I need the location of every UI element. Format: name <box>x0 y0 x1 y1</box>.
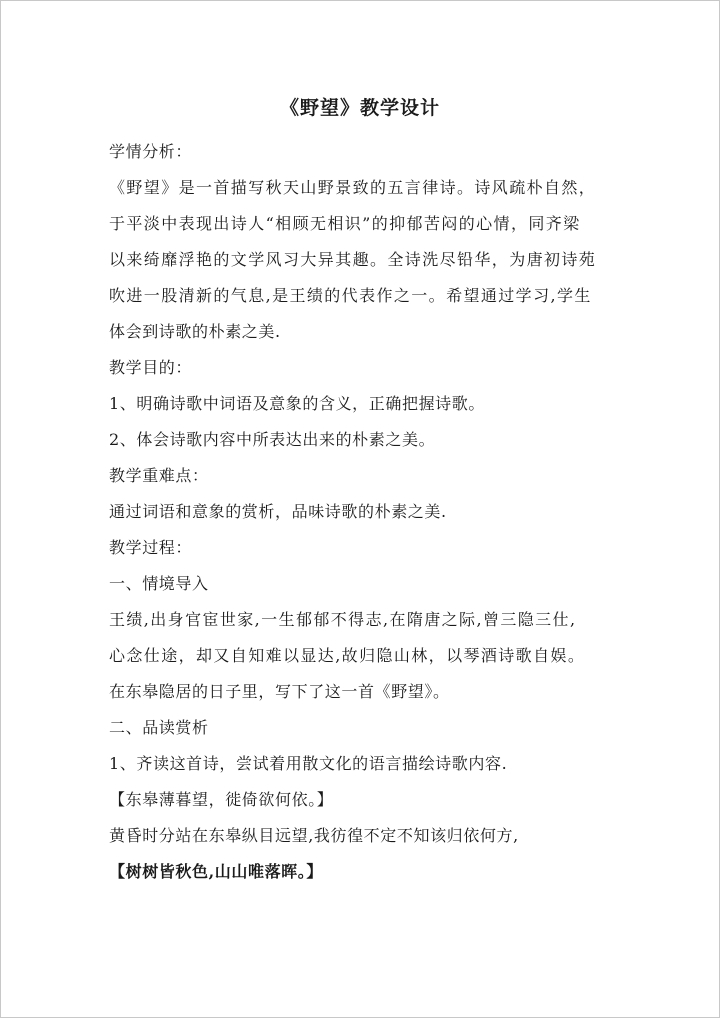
paragraph-line: 在东皋隐居的日子里，写下了这一首《野望》。 <box>109 682 450 701</box>
poem-line: 【东皋薄暮望，徙倚欲何依。】 <box>109 790 334 809</box>
heading-teaching-goals: 教学目的： <box>109 358 193 377</box>
heading-key-points: 教学重难点： <box>109 466 209 485</box>
paragraph-line: 《野望》是一首描写秋天山野景致的五言律诗。诗风疏朴自然， <box>109 178 597 197</box>
list-item: 2、体会诗歌内容中所表达出来的朴素之美。 <box>109 430 436 449</box>
paragraph-line: 吹进一股清新的气息,是王绩的代表作之一。希望通过学习,学生 <box>109 286 592 305</box>
paragraph-line: 于平淡中表现出诗人“相顾无相识”的抑郁苦闷的心情，同齐梁 <box>109 214 581 233</box>
list-item: 1、齐读这首诗，尝试着用散文化的语言描绘诗歌内容. <box>109 754 508 773</box>
section-heading: 二、品读赏析 <box>109 718 209 737</box>
paragraph-line: 体会到诗歌的朴素之美. <box>109 322 281 341</box>
document-title: 《野望》教学设计 <box>279 97 440 119</box>
heading-teaching-process: 教学过程： <box>109 538 193 557</box>
paragraph-line: 黄昏时分站在东皋纵目远望,我彷徨不定不知该归依何方, <box>109 826 519 845</box>
section-heading: 一、情境导入 <box>109 574 209 593</box>
paragraph-line: 以来绮靡浮艳的文学风习大异其趣。全诗洗尽铅华，为唐初诗苑 <box>109 250 597 269</box>
poem-line: 【树树皆秋色,山山唯落晖。】 <box>109 862 323 881</box>
paragraph-line: 王绩,出身官宦世家,一生郁郁不得志,在隋唐之际,曾三隐三仕, <box>109 610 577 629</box>
paragraph-line: 心念仕途，却又自知难以显达,故归隐山林，以琴酒诗歌自娱。 <box>109 646 586 665</box>
paragraph-line: 通过词语和意象的赏析，品味诗歌的朴素之美. <box>109 502 447 521</box>
heading-learning-analysis: 学情分析： <box>109 142 193 161</box>
document-body <box>109 134 629 890</box>
list-item: 1、明确诗歌中词语及意象的含义，正确把握诗歌。 <box>109 394 485 413</box>
